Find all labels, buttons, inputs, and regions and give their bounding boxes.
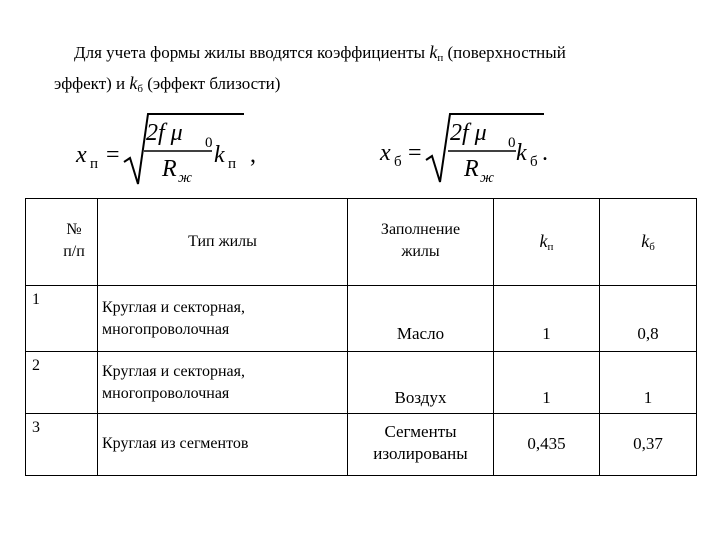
- header-kb-symbol: k: [641, 231, 650, 251]
- coefficients-table: [25, 198, 697, 476]
- header-kp-sub: п: [547, 241, 554, 253]
- intro-line-1: [54, 40, 694, 71]
- formula-xp: [75, 114, 256, 186]
- row1-type-line1: Круглая и секторная,: [102, 299, 245, 316]
- kb-subscript: б: [137, 83, 144, 95]
- row-divider: [26, 351, 696, 352]
- intro-text-2-tail: (эффект близости): [143, 74, 281, 93]
- header-kp: [494, 230, 599, 258]
- header-kb-sub: б: [649, 241, 655, 253]
- formula-xp-equals: =: [106, 142, 120, 168]
- row2-type-line2: многопроволочная: [102, 385, 230, 402]
- row1-type-line2: многопроволочная: [102, 321, 230, 338]
- formula-xb: [379, 114, 548, 186]
- formula-xp-k-sub: п: [228, 156, 237, 172]
- intro-paragraph: [54, 40, 694, 102]
- row-divider: [26, 285, 696, 286]
- header-number-line1: №: [66, 221, 82, 238]
- kp-subscript: п: [437, 52, 444, 64]
- formula-xb-k-sub: б: [530, 154, 538, 170]
- formulas: [0, 110, 720, 190]
- row1-kp: 1: [542, 324, 551, 343]
- row1-number: 1: [32, 291, 40, 308]
- row3-fill-line1: Сегменты: [384, 422, 457, 441]
- intro-text: Для учета формы жилы вводятся коэффициенты: [74, 43, 430, 62]
- formula-xp-trail: ,: [250, 142, 256, 168]
- header-kb: [600, 230, 696, 258]
- row-divider: [26, 413, 696, 414]
- formula-xp-numerator: 2f μ: [146, 120, 183, 146]
- row1-kb: 0,8: [637, 324, 659, 343]
- row2-type: [102, 361, 342, 405]
- row3-type: Круглая из сегментов: [102, 435, 249, 452]
- row2-kp: 1: [542, 388, 551, 407]
- formula-xb-denominator-sub: ж: [480, 170, 494, 186]
- row2-fill: Воздух: [394, 388, 447, 407]
- header-fill-line2: жилы: [401, 243, 440, 260]
- row2-number: 2: [32, 357, 40, 374]
- kp-symbol: k: [429, 42, 438, 62]
- intro-text-tail: (поверхностный: [443, 43, 566, 62]
- row3-kb: 0,37: [633, 434, 663, 453]
- intro-text-2: эффект) и: [54, 74, 130, 93]
- row2-type-line1: Круглая и секторная,: [102, 363, 245, 380]
- formula-xp-lhs: x: [76, 142, 87, 168]
- formula-xb-equals: =: [408, 140, 422, 166]
- formula-xp-denominator: R: [162, 156, 177, 182]
- formula-xb-denominator: R: [464, 156, 479, 182]
- intro-line-2: [54, 71, 694, 102]
- formula-xb-lhs-sub: б: [394, 154, 402, 170]
- formula-xb-numerator: 2f μ: [450, 120, 487, 146]
- header-type: Тип жилы: [188, 233, 257, 250]
- row3-kp: 0,435: [527, 434, 566, 453]
- formula-xp-lhs-sub: п: [90, 156, 99, 172]
- formula-xb-lhs: x: [380, 140, 391, 166]
- formula-xb-numerator-sub: 0: [508, 135, 516, 151]
- header-number: [54, 219, 94, 263]
- row2-kb: 1: [643, 388, 653, 407]
- formula-xp-denominator-sub: ж: [178, 170, 192, 186]
- formula-xp-k: k: [214, 142, 225, 168]
- header-fill-line1: Заполнение: [380, 221, 461, 238]
- row3-number: 3: [32, 419, 40, 436]
- kb-symbol: k: [129, 73, 138, 93]
- formula-xb-trail: .: [542, 140, 548, 166]
- row1-type: [102, 297, 342, 341]
- header-number-line2: п/п: [63, 243, 85, 260]
- header-fill: [348, 219, 493, 263]
- row3-fill: [348, 421, 493, 465]
- formula-xb-k: k: [516, 140, 527, 166]
- row1-fill: Масло: [396, 324, 445, 343]
- row3-fill-line2: изолированы: [373, 444, 468, 463]
- formula-xp-numerator-sub: 0: [205, 135, 213, 151]
- header-kp-symbol: k: [539, 231, 548, 251]
